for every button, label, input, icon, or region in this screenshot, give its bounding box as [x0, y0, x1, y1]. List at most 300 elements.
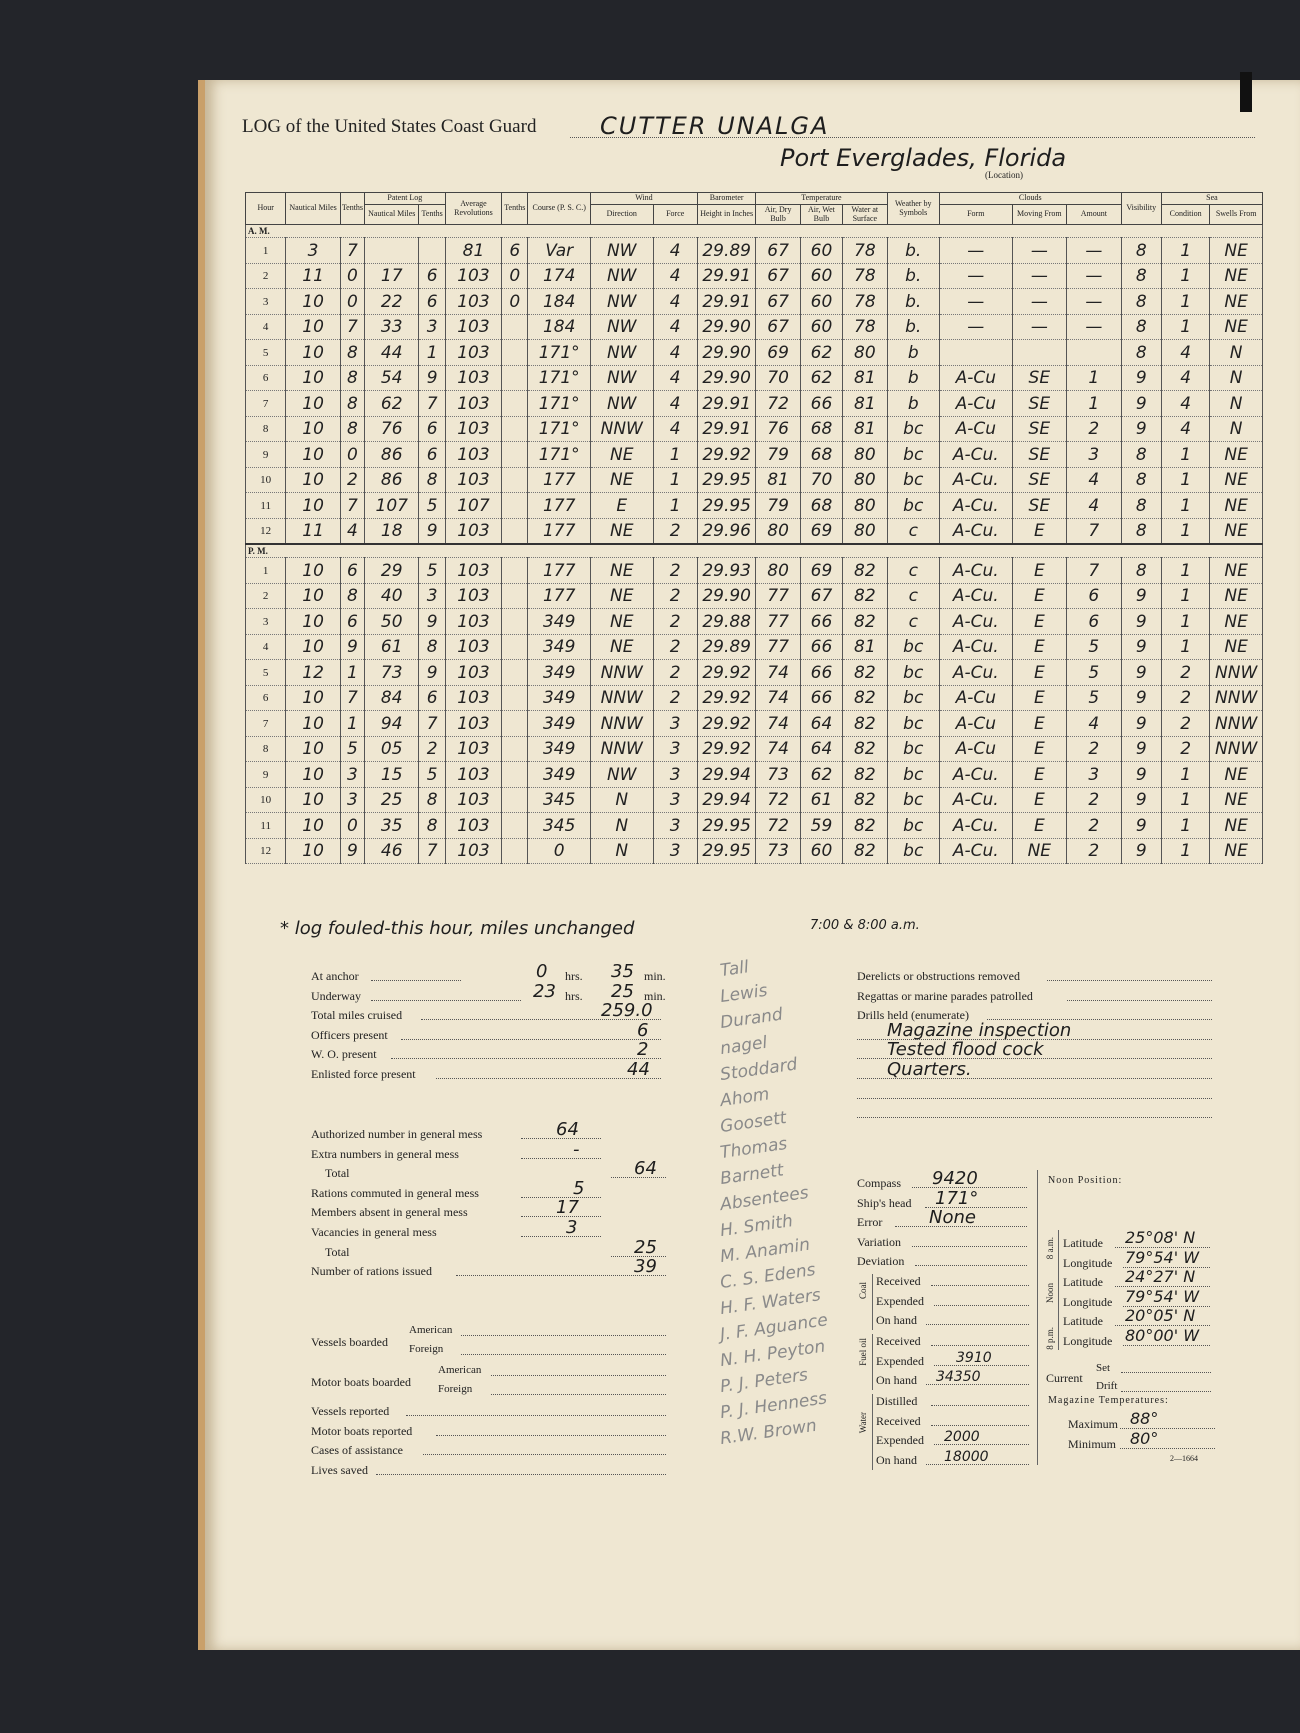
log-cell: 5 [1067, 660, 1122, 686]
mess-total-label: Total [325, 1166, 350, 1181]
leader [1121, 1372, 1211, 1373]
log-cell: 9 [1121, 583, 1161, 609]
log-cell: A-Cu. [939, 813, 1012, 839]
log-cell: 103 [445, 558, 501, 584]
log-row [246, 762, 1263, 788]
log-cell: Var [528, 238, 591, 264]
log-cell: 4 [653, 365, 697, 391]
ships-head-label: Ship's head [857, 1195, 912, 1210]
underway-label: Underway [311, 988, 361, 1003]
hour-cell: 2 [246, 263, 286, 289]
water-expended-value: 2000 [944, 1429, 980, 1446]
log-cell: 345 [528, 813, 591, 839]
log-cell: 103 [445, 416, 501, 442]
leader [915, 1265, 1027, 1266]
log-cell: A-Cu. [939, 493, 1012, 519]
log-cell: 2 [340, 467, 364, 493]
log-cell [419, 238, 445, 264]
log-cell: 3 [653, 813, 697, 839]
log-cell: 2 [653, 634, 697, 660]
mess-total2-value: 25 [634, 1236, 657, 1258]
signature: Durand [718, 1004, 784, 1034]
log-cell: 103 [445, 609, 501, 635]
log-cell: 1 [1161, 609, 1209, 635]
log-row [246, 609, 1263, 635]
log-cell: N [1210, 416, 1263, 442]
water-block [876, 1390, 1031, 1468]
log-cell: 7 [340, 238, 364, 264]
cases-label: Cases of assistance [311, 1443, 403, 1458]
log-cell: 67 [756, 238, 800, 264]
log-cell: NE [590, 583, 653, 609]
col-air-wet: Air, Wet Bulb [800, 204, 842, 225]
hrs-unit: hrs. [565, 988, 583, 1003]
log-cell: 3 [653, 762, 697, 788]
leader [931, 1425, 1029, 1426]
log-cell: 2 [1161, 711, 1209, 737]
current-block [1046, 1360, 1216, 1396]
magazine-max-label: Maximum [1068, 1417, 1118, 1431]
log-cell: 174 [528, 263, 591, 289]
log-cell: 18 [365, 518, 419, 544]
log-cell: 103 [445, 467, 501, 493]
log-cell [502, 391, 528, 417]
col-cloud-moving: Moving From [1012, 204, 1066, 225]
log-cell: 0 [340, 442, 364, 468]
log-cell: 10 [286, 365, 340, 391]
log-cell: 5 [419, 762, 445, 788]
log-cell: E [1012, 583, 1066, 609]
log-cell: 2 [1067, 838, 1122, 864]
log-cell: 2 [1161, 660, 1209, 686]
magazine-max-value: 88° [1130, 1409, 1159, 1428]
log-row [246, 736, 1263, 762]
lat-8am-label: Latitude [1063, 1236, 1103, 1250]
log-cell: NE [590, 609, 653, 635]
log-cell: 349 [528, 762, 591, 788]
log-cell: b [887, 340, 939, 366]
mess-total-value: 64 [634, 1158, 657, 1180]
log-cell [502, 365, 528, 391]
hour-cell: 11 [246, 813, 286, 839]
leader [406, 1415, 666, 1416]
log-cell: 6 [340, 609, 364, 635]
log-cell: 29.89 [697, 634, 756, 660]
leader [857, 1117, 1212, 1118]
log-cell: 29.91 [697, 416, 756, 442]
log-cell: b. [887, 289, 939, 315]
log-cell: 1 [1161, 762, 1209, 788]
leader [1047, 980, 1212, 981]
leader [376, 1474, 666, 1475]
leader [1067, 1000, 1212, 1001]
enlisted-label: Enlisted force present [311, 1066, 416, 1081]
log-cell: 5 [1067, 634, 1122, 660]
log-cell: 69 [800, 518, 842, 544]
leader [371, 1000, 521, 1001]
log-cell: 103 [445, 314, 501, 340]
foreign-label-2: Foreign [438, 1383, 473, 1395]
log-row [246, 314, 1263, 340]
log-cell: 62 [365, 391, 419, 417]
log-cell: 29.92 [697, 711, 756, 737]
log-cell: 80 [843, 493, 887, 519]
log-cell: bc [887, 711, 939, 737]
vessel-name: CUTTER UNALGA [600, 112, 830, 140]
foreign-label: Foreign [409, 1343, 444, 1355]
leader [401, 1039, 661, 1040]
hour-cell: 3 [246, 289, 286, 315]
log-cell: 177 [528, 493, 591, 519]
log-cell: 2 [1067, 813, 1122, 839]
log-cell: NNW [1210, 711, 1263, 737]
boarding-block [311, 1320, 671, 1478]
log-cell: 2 [653, 609, 697, 635]
log-cell: 3 [653, 787, 697, 813]
col-cloud-form: Form [939, 204, 1012, 225]
log-cell: 68 [800, 493, 842, 519]
leader [391, 1058, 661, 1059]
log-cell: 29.92 [697, 442, 756, 468]
wo-row [311, 1039, 671, 1063]
log-cell: A-Cu [939, 391, 1012, 417]
absent-label: Members absent in general mess [311, 1205, 468, 1220]
am-label: A. M. [246, 225, 1263, 238]
log-cell: 80 [756, 558, 800, 584]
log-cell: 9 [419, 609, 445, 635]
log-cell: 60 [800, 263, 842, 289]
lat-noon-label: Latitude [1063, 1275, 1103, 1290]
log-cell: 0 [502, 289, 528, 315]
log-cell: 1 [653, 442, 697, 468]
log-cell: 1 [340, 660, 364, 686]
log-cell: A-Cu. [939, 467, 1012, 493]
log-cell: 4 [1067, 493, 1122, 519]
log-cell: 107 [445, 493, 501, 519]
fuel-expended-value: 3910 [956, 1349, 992, 1366]
log-cell [502, 609, 528, 635]
log-cell: 9 [1121, 416, 1161, 442]
log-cell: 66 [800, 634, 842, 660]
log-cell: 103 [445, 263, 501, 289]
log-cell: — [1012, 289, 1066, 315]
officers-label: Officers present [311, 1027, 388, 1042]
rations-value: 39 [634, 1256, 657, 1278]
ships-head-value: 171° [935, 1187, 979, 1209]
log-cell: 4 [653, 391, 697, 417]
log-cell: 66 [800, 391, 842, 417]
hour-cell: 3 [246, 609, 286, 635]
vessels-boarded-label: Vessels boarded [311, 1335, 388, 1349]
commuted-label: Rations commuted in general mess [311, 1185, 479, 1200]
current-set-label: Set [1096, 1362, 1111, 1374]
signature: P. J. Henness [718, 1388, 829, 1424]
log-row [246, 711, 1263, 737]
log-cell: 1 [1067, 391, 1122, 417]
log-cell: 177 [528, 558, 591, 584]
log-cell: 79 [756, 493, 800, 519]
log-row [246, 838, 1263, 864]
log-cell: E [1012, 685, 1066, 711]
signature: N. H. Peyton [718, 1336, 827, 1372]
footnote-time: 7:00 & 8:00 a.m. [810, 918, 920, 933]
log-cell: 9 [1121, 736, 1161, 762]
log-cell: 6 [419, 442, 445, 468]
hour-cell: 9 [246, 442, 286, 468]
fuel-expended-label: Expended [876, 1353, 924, 1368]
col-sea: Sea [1161, 193, 1262, 205]
log-cell: NE [1210, 787, 1263, 813]
log-cell: NE [1210, 238, 1263, 264]
log-cell: 46 [365, 838, 419, 864]
variation-label: Variation [857, 1234, 901, 1249]
total-miles: 259.0 [601, 1000, 653, 1022]
hour-cell: 5 [246, 340, 286, 366]
log-cell: 8 [1121, 442, 1161, 468]
log-cell: — [1012, 314, 1066, 340]
log-cell: NE [1210, 583, 1263, 609]
log-cell: bc [887, 685, 939, 711]
hour-cell: 4 [246, 634, 286, 660]
log-cell: 1 [1161, 289, 1209, 315]
col-patent-tenths: Tenths [419, 204, 445, 225]
log-cell: bc [887, 787, 939, 813]
log-cell: 29 [365, 558, 419, 584]
log-cell [502, 813, 528, 839]
col-wind-direction: Direction [590, 204, 653, 225]
log-row [246, 442, 1263, 468]
log-cell: 7 [340, 685, 364, 711]
log-cell: 81 [843, 634, 887, 660]
log-cell: 4 [653, 289, 697, 315]
title-rule [570, 137, 1255, 138]
log-cell: SE [1012, 365, 1066, 391]
lon-8am-label: Longitude [1063, 1255, 1113, 1270]
log-cell: 9 [1121, 391, 1161, 417]
signature: C. S. Edens [718, 1259, 817, 1294]
log-cell: — [1067, 289, 1122, 315]
log-cell [939, 340, 1012, 366]
log-cell: 8 [340, 340, 364, 366]
log-cell: 9 [1121, 838, 1161, 864]
log-cell: 80 [843, 467, 887, 493]
log-cell: bc [887, 762, 939, 788]
log-cell: N [1210, 365, 1263, 391]
log-cell: b [887, 391, 939, 417]
log-cell: 8 [1121, 238, 1161, 264]
log-cell: 78 [843, 263, 887, 289]
water-group-label: Water [858, 1412, 868, 1434]
leader [521, 1236, 601, 1237]
log-cell [502, 711, 528, 737]
hour-cell: 7 [246, 711, 286, 737]
signature: Thomas [718, 1133, 789, 1164]
log-cell: 29.90 [697, 340, 756, 366]
log-row [246, 416, 1263, 442]
fuel-brace [872, 1334, 873, 1390]
log-cell: 8 [1121, 289, 1161, 315]
log-cell: SE [1012, 391, 1066, 417]
log-cell: 29.92 [697, 736, 756, 762]
log-cell: 1 [1161, 238, 1209, 264]
log-cell: 54 [365, 365, 419, 391]
log-cell: 103 [445, 838, 501, 864]
log-cell: 29.92 [697, 685, 756, 711]
magazine-min-value: 80° [1130, 1428, 1159, 1448]
log-row [246, 238, 1263, 264]
vacancies-label: Vacancies in general mess [311, 1224, 437, 1239]
log-cell: 3 [653, 838, 697, 864]
hour-cell: 12 [246, 518, 286, 544]
log-cell: N [1210, 340, 1263, 366]
col-weather: Weather by Symbols [887, 193, 939, 225]
log-cell: 349 [528, 736, 591, 762]
drill-1: Magazine inspection [887, 1019, 1072, 1041]
leader [931, 1405, 1029, 1406]
log-cell: 8 [419, 467, 445, 493]
log-cell: c [887, 583, 939, 609]
log-cell [502, 493, 528, 519]
leader [857, 1078, 1212, 1079]
log-cell: NE [1210, 518, 1263, 544]
log-cell: 29.94 [697, 787, 756, 813]
log-cell: 184 [528, 314, 591, 340]
log-cell: 10 [286, 314, 340, 340]
log-cell: 70 [800, 467, 842, 493]
log-cell [502, 314, 528, 340]
log-cell [502, 416, 528, 442]
am-position-group: 8 a.m. [1045, 1237, 1055, 1260]
log-cell: A-Cu. [939, 558, 1012, 584]
log-cell: N [590, 787, 653, 813]
log-cell: NE [590, 634, 653, 660]
log-cell: 6 [1067, 609, 1122, 635]
water-expended-label: Expended [876, 1433, 924, 1448]
hour-cell: 5 [246, 660, 286, 686]
log-cell: 3 [340, 762, 364, 788]
log-cell: 2 [1067, 416, 1122, 442]
log-cell: NNW [1210, 685, 1263, 711]
log-cell: 8 [1121, 263, 1161, 289]
signature: R.W. Brown [718, 1415, 818, 1450]
lat-noon-value: 24°27' N [1125, 1267, 1196, 1287]
log-cell: 10 [286, 787, 340, 813]
log-cell: 103 [445, 365, 501, 391]
log-cell: 62 [800, 340, 842, 366]
log-cell: NNW [590, 736, 653, 762]
log-cell: 10 [286, 340, 340, 366]
signature: Lewis [718, 980, 769, 1008]
log-row [246, 685, 1263, 711]
noon-position-title: Noon Position: [1048, 1175, 1123, 1186]
motor-boats-boarded-label: Motor boats boarded [311, 1375, 411, 1389]
col-hour: Hour [246, 193, 286, 225]
log-cell: 171° [528, 365, 591, 391]
log-cell: 5 [419, 558, 445, 584]
lat-8pm-value: 20°05' N [1125, 1306, 1196, 1326]
log-cell: 10 [286, 467, 340, 493]
signature: nagel [718, 1032, 769, 1060]
log-cell: 82 [843, 711, 887, 737]
log-cell: A-Cu. [939, 442, 1012, 468]
log-cell: 10 [286, 391, 340, 417]
log-cell: 77 [756, 634, 800, 660]
log-cell: 103 [445, 787, 501, 813]
log-cell: 10 [286, 634, 340, 660]
signature: Goosett [718, 1107, 788, 1138]
log-cell: NE [1210, 634, 1263, 660]
leader [931, 1285, 1029, 1286]
log-cell: bc [887, 467, 939, 493]
at-anchor-hrs: 0 [536, 961, 548, 982]
signature: J. F. Aguance [718, 1310, 830, 1346]
log-cell: bc [887, 736, 939, 762]
log-cell: 0 [528, 838, 591, 864]
log-cell: 103 [445, 813, 501, 839]
log-cell: 64 [800, 711, 842, 737]
log-cell: E [1012, 518, 1066, 544]
log-cell: bc [887, 416, 939, 442]
log-cell: 80 [843, 340, 887, 366]
signature: Stoddard [718, 1054, 799, 1086]
log-cell: 9 [1121, 660, 1161, 686]
log-cell: 64 [800, 736, 842, 762]
log-cell [502, 736, 528, 762]
derelicts-label: Derelicts or obstructions removed [857, 969, 1020, 983]
log-cell: 7 [419, 838, 445, 864]
col-temperature: Temperature [756, 193, 887, 205]
log-cell: 29.94 [697, 762, 756, 788]
log-cell: 8 [1121, 467, 1161, 493]
log-cell [502, 467, 528, 493]
log-cell: 68 [800, 442, 842, 468]
log-cell: 15 [365, 762, 419, 788]
log-cell: 103 [445, 289, 501, 315]
american-label: American [409, 1324, 453, 1336]
log-cell: 10 [286, 685, 340, 711]
magazine-block [1068, 1409, 1218, 1452]
log-cell: NNW [590, 711, 653, 737]
lon-noon-value: 79°54' W [1125, 1286, 1200, 1306]
log-cell: 10 [286, 609, 340, 635]
hour-cell: 6 [246, 365, 286, 391]
hour-cell: 7 [246, 391, 286, 417]
col-tenths-2: Tenths [502, 193, 528, 225]
log-cell: bc [887, 493, 939, 519]
log-cell: 8 [1121, 558, 1161, 584]
log-cell: 10 [286, 762, 340, 788]
log-cell: NE [1210, 289, 1263, 315]
log-cell: NNW [590, 685, 653, 711]
log-cell: 29.92 [697, 660, 756, 686]
vessels-reported-label: Vessels reported [311, 1404, 390, 1418]
log-cell: 67 [756, 263, 800, 289]
log-cell: 10 [286, 416, 340, 442]
log-cell: 10 [286, 289, 340, 315]
log-cell: 9 [340, 838, 364, 864]
log-cell: 4 [1161, 365, 1209, 391]
log-cell: 6 [419, 685, 445, 711]
log-cell: 12 [286, 660, 340, 686]
leader [436, 1435, 666, 1436]
col-air-dry: Air, Dry Bulb [756, 204, 800, 225]
col-swells-from: Swells From [1210, 204, 1263, 225]
log-cell: 8 [340, 365, 364, 391]
log-cell: 67 [756, 289, 800, 315]
log-cell: 81 [843, 365, 887, 391]
log-cell: c [887, 609, 939, 635]
log-cell: 3 [286, 238, 340, 264]
